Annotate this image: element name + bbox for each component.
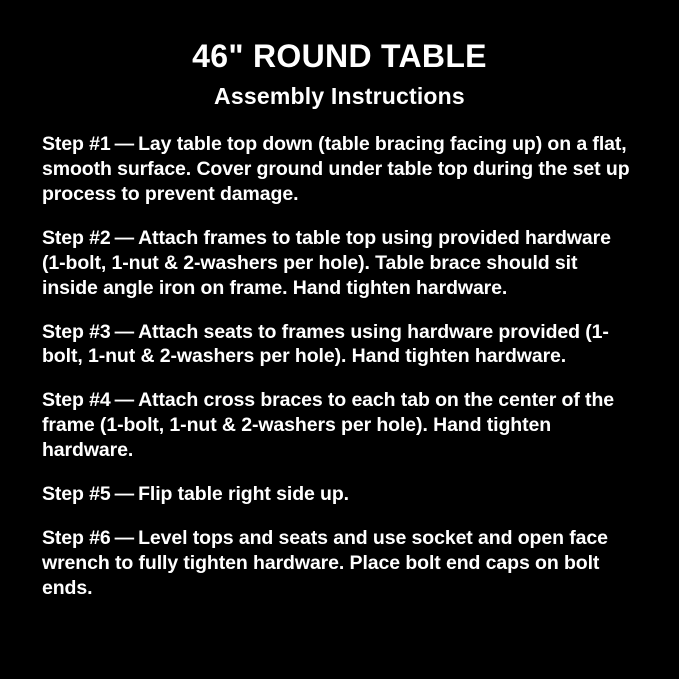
step-label: Step #1 [42, 132, 111, 155]
step-separator: — [114, 389, 135, 412]
step-separator: — [114, 320, 135, 343]
step-item [42, 132, 637, 207]
steps-list [42, 132, 637, 601]
step-separator: — [114, 527, 135, 550]
page-title: 46" ROUND TABLE [192, 38, 487, 74]
step-separator: — [114, 132, 135, 155]
step-item [42, 226, 637, 301]
step-item [42, 482, 637, 507]
step-label: Step #5 [42, 483, 111, 506]
step-text: Flip table right side up. [138, 483, 350, 506]
step-label: Step #6 [42, 527, 111, 550]
step-text: Attach cross braces to each tab on the center of the frame (1-bolt, 1-nut & 2-washers per hole). Hand tighten hardware. [42, 389, 614, 462]
step-text: Level tops and seats and use socket and open face wrench to fully tighten hardware. Place bolt end caps on bolt ends. [42, 527, 608, 600]
step-separator: — [114, 226, 135, 249]
step-label: Step #3 [42, 320, 111, 343]
step-label: Step #2 [42, 226, 111, 249]
step-text: Lay table top down (table bracing facing up) on a flat, smooth surface. Cover ground under table top during the set up process to prevent damage. [42, 132, 630, 205]
page-subtitle: Assembly Instructions [214, 82, 465, 109]
step-separator: — [114, 483, 135, 506]
step-item [42, 320, 637, 370]
step-text: Attach frames to table top using provided hardware (1-bolt, 1-nut & 2-washers per hole). Table brace should sit inside angle iron on frame. Hand tighten hardware. [42, 226, 611, 299]
step-item [42, 526, 637, 601]
step-item [42, 388, 637, 463]
step-label: Step #4 [42, 389, 111, 412]
step-text: Attach seats to frames using hardware provided (1-bolt, 1-nut & 2-washers per hole). Hand tighten hardware. [42, 320, 609, 368]
